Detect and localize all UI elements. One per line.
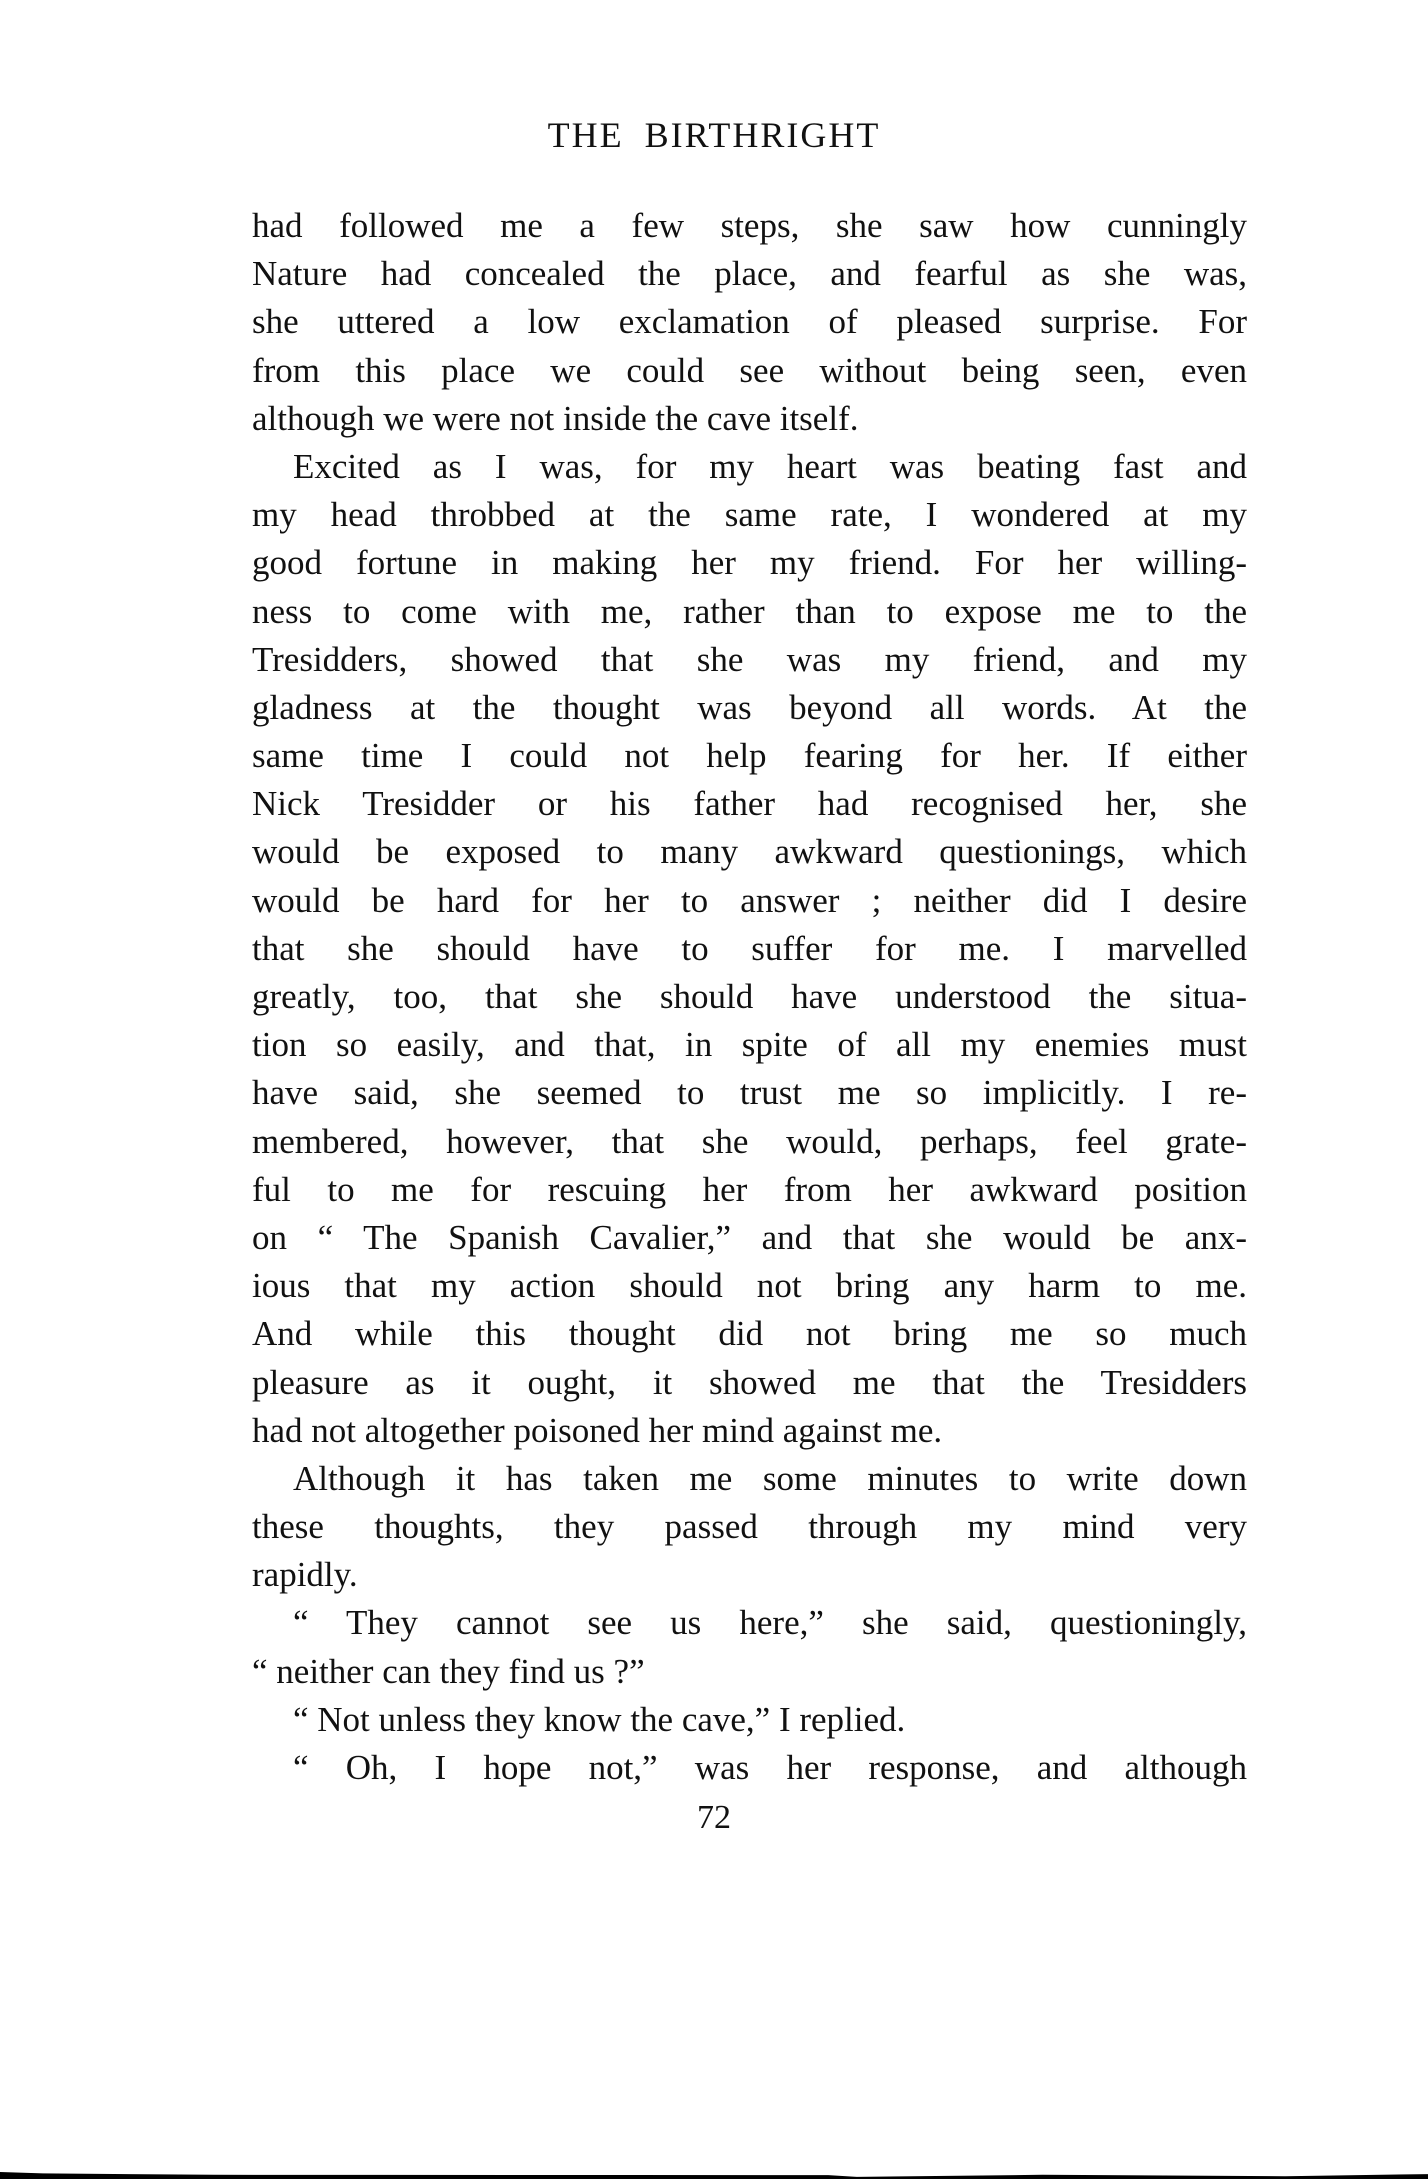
text-line: ful to me for rescuing her from her awkward position — [252, 1169, 1247, 1209]
text-line: And while this thought did not bring me so much — [252, 1314, 1247, 1354]
text-line: from this place we could see without being seen, even — [252, 350, 1247, 390]
text-line: had not altogether poisoned her mind against me. — [252, 1410, 943, 1450]
text-line: same time I could not help fearing for her. If either — [252, 736, 1247, 776]
text-line: “ Not unless they know the cave,” I replied. — [293, 1699, 906, 1739]
text-line: would be hard for her to answer ; neither did I desire — [252, 880, 1247, 920]
text-line: ious that my action should not bring any harm to me. — [252, 1266, 1247, 1306]
text-line: Nature had concealed the place, and fearful as she was, — [252, 254, 1247, 294]
text-line: good fortune in making her my friend. For her willing- — [252, 543, 1247, 583]
text-line: Tresidders, showed that she was my friend, and my — [252, 639, 1247, 679]
page-number: 72 — [697, 1799, 731, 1836]
page-edge-shadow — [0, 2172, 1428, 2179]
text-line: had followed me a few steps, she saw how cunningly — [252, 206, 1247, 245]
text-line: pleasure as it ought, it showed me that the Tresidders — [252, 1362, 1247, 1402]
text-line: tion so easily, and that, in spite of all my enemies must — [252, 1025, 1247, 1065]
text-line: gladness at the thought was beyond all words. At the — [252, 687, 1247, 727]
text-line: on “ The Spanish Cavalier,” and that she would be anx- — [252, 1217, 1247, 1257]
text-line: would be exposed to many awkward questionings, which — [252, 832, 1247, 872]
text-line: Excited as I was, for my heart was beating fast and — [293, 446, 1247, 486]
text-line: that she should have to suffer for me. I marvelled — [252, 928, 1247, 968]
text-line: these thoughts, they passed through my mind very — [252, 1507, 1247, 1547]
running-title: THE BIRTHRIGHT — [547, 115, 881, 155]
text-line: have said, she seemed to trust me so implicitly. I re- — [252, 1073, 1247, 1113]
text-line: rapidly. — [252, 1555, 358, 1595]
text-line: ness to come with me, rather than to expose me to the — [252, 591, 1247, 631]
text-line: although we were not inside the cave itself. — [252, 398, 859, 438]
text-line: Nick Tresidder or his father had recognised her, she — [252, 784, 1247, 824]
text-line: “ Oh, I hope not,” was her response, and although — [293, 1748, 1247, 1787]
text-line: “ They cannot see us here,” she said, questioningly, — [293, 1603, 1247, 1643]
text-line: greatly, too, that she should have understood the situa- — [252, 977, 1247, 1016]
text-line: “ neither can they find us ?” — [252, 1651, 645, 1691]
text-line: Although it has taken me some minutes to write down — [293, 1458, 1247, 1498]
text-line: my head throbbed at the same rate, I wondered at my — [252, 495, 1247, 535]
body-text — [252, 202, 1247, 1792]
text-line: membered, however, that she would, perhaps, feel grate- — [252, 1121, 1247, 1161]
text-line: she uttered a low exclamation of pleased surprise. For — [252, 302, 1247, 342]
